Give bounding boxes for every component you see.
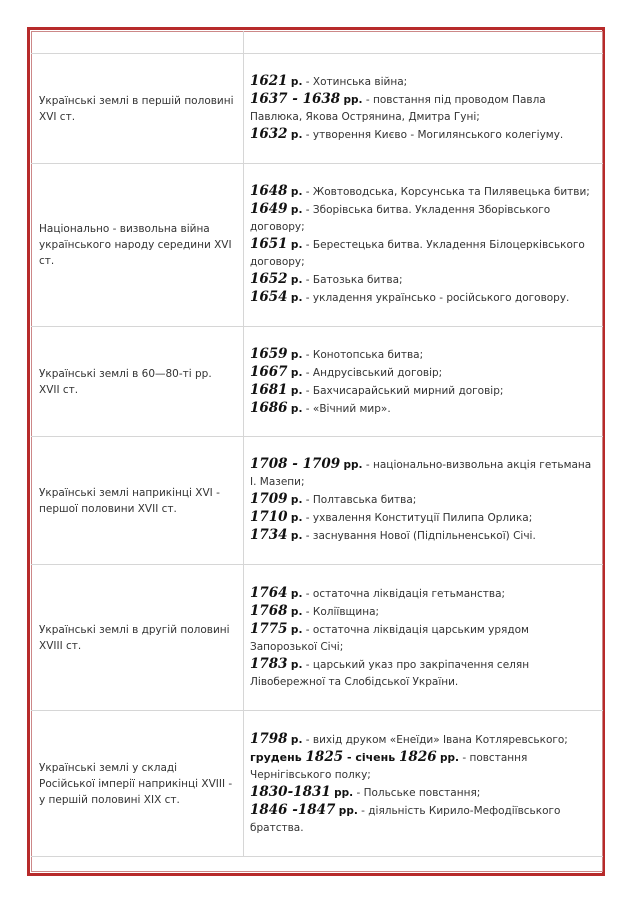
table-row (31, 711, 603, 857)
event (250, 784, 597, 802)
event-text: - повстання Чернігівського полку; (250, 751, 528, 781)
event (250, 271, 597, 289)
event (250, 509, 597, 527)
event-text: - остаточна ліквідація гетьманства; (302, 587, 506, 600)
event-year: 1775 (250, 620, 288, 637)
event-suffix: рр. (334, 786, 354, 799)
event-suffix: р. (290, 587, 303, 600)
event-text: - Полтавська битва; (302, 494, 417, 506)
event-year: 1621 (250, 73, 288, 89)
event-year: 1710 (250, 509, 288, 525)
event-text: - царський указ про закріпачення селян Лівобережної та Слобідської України. (250, 658, 530, 688)
event-suffix: р. (290, 623, 303, 636)
event (250, 289, 597, 307)
event-text: - Польське повстання; (353, 786, 481, 799)
event-suffix: р. (290, 204, 303, 216)
event (250, 91, 597, 126)
event-suffix: р. (290, 366, 303, 379)
event-year: 1708 - 1709 (250, 456, 341, 472)
event-prefix: грудень (250, 750, 306, 764)
event (250, 201, 597, 236)
event (250, 749, 597, 784)
topic-cell: Українські землі наприкінці XVІ - першої половини XVІІ ст. (39, 486, 220, 515)
event-year: 1798 (250, 730, 288, 747)
event-suffix: р. (290, 512, 303, 524)
event-suffix: рр. (439, 751, 459, 764)
event-suffix: р. (290, 605, 303, 618)
event-text: - Хотинська війна; (302, 76, 408, 88)
event-year: 1709 (250, 491, 288, 507)
event-text: - вихід друком «Енеїди» Івана Котляревського; (302, 733, 568, 746)
event (250, 346, 597, 364)
event-suffix: р. (290, 658, 303, 671)
events-cell (243, 54, 603, 163)
event-year2: 1826 (399, 748, 437, 765)
event (250, 382, 597, 400)
event-text: - діяльність Кирило-Мефодіївського братства. (250, 804, 561, 834)
event-text: - Бахчисарайський мирний договір; (302, 384, 504, 397)
event (250, 621, 597, 656)
event-year: 1659 (250, 345, 288, 362)
event-text: - заснування Нової (Підпільненської) Січі. (302, 530, 536, 542)
event-text: - національно-визвольна акція гетьмана І. Мазепи; (250, 459, 592, 488)
event (250, 364, 597, 382)
events-cell (243, 711, 603, 856)
event (250, 603, 597, 621)
event-text: - утворення Києво - Могилянського колегіуму. (302, 129, 564, 141)
event-suffix: р. (290, 494, 303, 506)
event-suffix: р. (290, 129, 303, 141)
event-year: 1652 (250, 271, 288, 287)
event-suffix: р. (290, 530, 303, 542)
event-text: - повстання під проводом Павла Павлюка, Якова Острянина, Дмитра Гуні; (250, 94, 546, 123)
event-year: 1768 (250, 602, 288, 619)
table-header-row (31, 31, 603, 54)
event-year: 1734 (250, 527, 288, 543)
events-cell (243, 327, 603, 436)
table-row (31, 565, 603, 711)
topic-cell: Українські землі в другій половині XVIII ст. (39, 623, 230, 652)
event-text: - Зборівська битва. Укладення Зборівського договору; (250, 204, 551, 233)
event-text: - Андрусівський договір; (302, 366, 443, 379)
event-text: - ухвалення Конституції Пилипа Орлика; (302, 512, 533, 524)
event-suffix: р. (290, 384, 303, 397)
event-suffix: р. (290, 348, 303, 361)
topic-cell: Українські землі в першій половині XVІ ст. (39, 94, 234, 123)
event-year: 1783 (250, 655, 288, 672)
event (250, 491, 597, 509)
event (250, 400, 597, 418)
header-cell-left (31, 31, 243, 53)
event-text: - Берестецька битва. Укладення Білоцерківського договору; (250, 239, 585, 268)
table-row (31, 437, 603, 565)
event-suffix: р. (290, 733, 303, 746)
table-row (31, 164, 603, 327)
event (250, 236, 597, 271)
events-cell (243, 164, 603, 326)
event (250, 183, 597, 201)
table-row (31, 54, 603, 164)
event-year: 1686 (250, 399, 288, 416)
event (250, 73, 597, 91)
event-suffix: рр. (338, 804, 358, 817)
event (250, 527, 597, 545)
event (250, 802, 597, 837)
event-year: 1667 (250, 363, 288, 380)
event-suffix: р. (290, 239, 303, 251)
event-suffix: р. (290, 292, 303, 304)
event-year: 1825 (305, 748, 344, 765)
events-cell (243, 565, 603, 710)
event-suffix: рр. (343, 94, 363, 106)
event-text: - Батозька битва; (302, 274, 403, 286)
event (250, 656, 597, 691)
event-suffix: р. (290, 76, 303, 88)
event-suffix: р. (290, 402, 303, 415)
event (250, 731, 597, 749)
event-year: 1651 (250, 236, 288, 252)
event-suffix: р. (290, 274, 303, 286)
topic-cell: Національно - визвольна війна українського народу середини XVІ ст. (39, 223, 232, 267)
event (250, 456, 597, 491)
event-mid: - січень (343, 750, 400, 764)
table-row (31, 327, 603, 437)
event-text: - «Вічний мир». (302, 402, 391, 415)
event-year: 1764 (250, 584, 288, 601)
topic-cell: Українські землі в 60—80-ті рр. XVII ст. (39, 367, 212, 396)
event-year: 1637 - 1638 (250, 91, 341, 107)
event-text: - укладення українсько - російського договору. (302, 292, 570, 304)
event-suffix: рр. (343, 459, 363, 471)
event-text: - Конотопська битва; (302, 348, 424, 361)
event-year: 1649 (250, 201, 288, 217)
event-suffix: р. (290, 186, 303, 198)
event (250, 126, 597, 144)
event-text: - Жовтоводська, Корсунська та Пилявецька битви; (302, 186, 590, 198)
event-year: 1846 -1847 (250, 801, 336, 818)
topic-cell: Українські землі у складі Російської імперії наприкінці XVІІІ - у першій половині XIX ст. (39, 761, 233, 806)
events-cell (243, 437, 603, 564)
event-year: 1681 (250, 381, 288, 398)
event-year: 1648 (250, 183, 288, 199)
header-cell-right (243, 31, 603, 53)
event-year: 1830-1831 (250, 783, 331, 800)
event-year: 1632 (250, 126, 288, 142)
event-text: - Коліївщина; (302, 605, 380, 618)
event (250, 585, 597, 603)
event-year: 1654 (250, 289, 288, 305)
event-text: - остаточна ліквідація царським урядом Запорозької Січі; (250, 623, 529, 653)
